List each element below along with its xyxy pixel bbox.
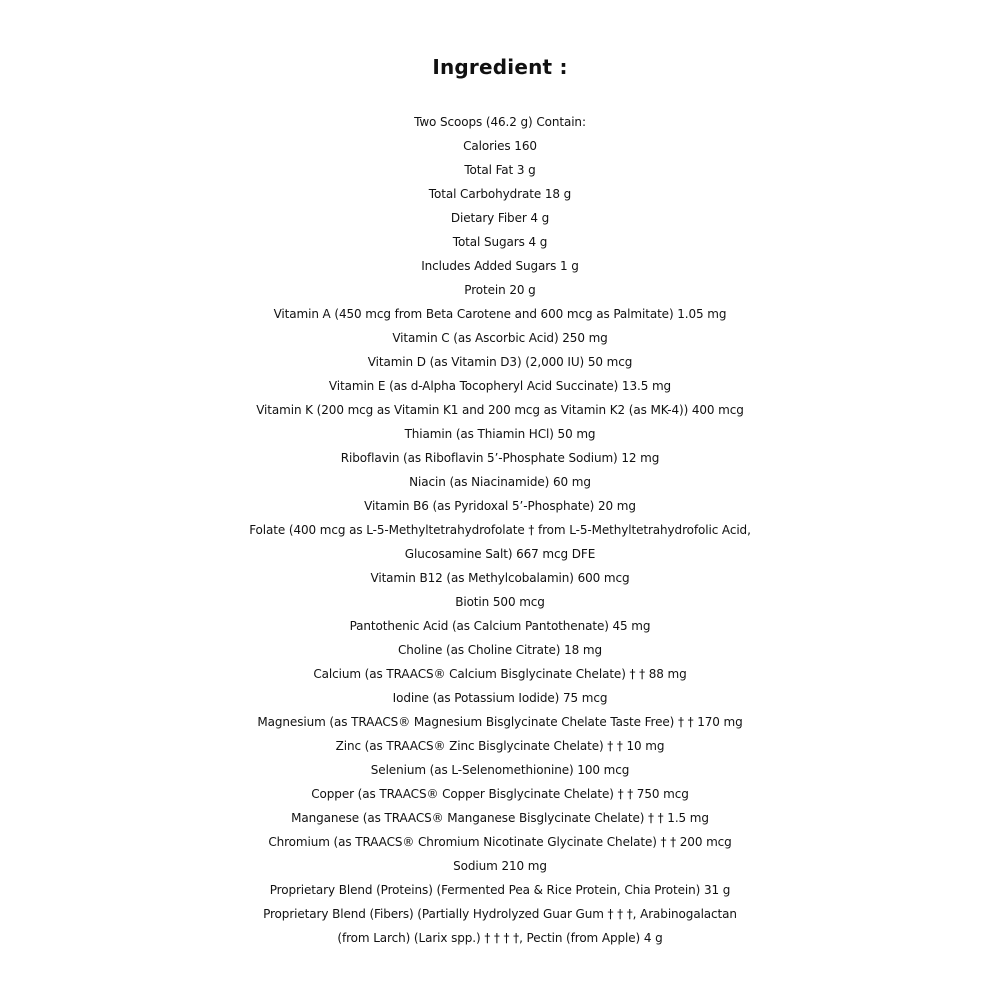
ingredient-line: Riboflavin (as Riboflavin 5’-Phosphate Sodium) 12 mg — [340, 451, 660, 465]
ingredient-line: Sodium 210 mg — [453, 859, 547, 873]
ingredient-line: Copper (as TRAACS® Copper Bisglycinate Chelate) † † 750 mcg — [311, 787, 689, 801]
ingredient-line: Proprietary Blend (Fibers) (Partially Hydrolyzed Guar Gum † † †, Arabinogalactan — [263, 907, 737, 921]
ingredient-line: Calories 160 — [463, 139, 537, 153]
ingredient-line: Biotin 500 mcg — [455, 595, 545, 609]
ingredient-line: (from Larch) (Larix spp.) † † † †, Pectin (from Apple) 4 g — [337, 931, 663, 945]
ingredient-line: Vitamin B12 (as Methylcobalamin) 600 mcg — [370, 571, 630, 585]
ingredient-line: Includes Added Sugars 1 g — [421, 259, 579, 273]
ingredient-line: Glucosamine Salt) 667 mcg DFE — [404, 547, 596, 561]
ingredient-line: Vitamin C (as Ascorbic Acid) 250 mg — [392, 331, 608, 345]
ingredient-line: Total Sugars 4 g — [452, 235, 548, 249]
ingredient-line: Vitamin K (200 mcg as Vitamin K1 and 200 mcg as Vitamin K2 (as MK-4)) 400 mcg — [256, 403, 744, 417]
ingredient-line: Folate (400 mcg as L-5-Methyltetrahydrofolate † from L-5-Methyltetrahydrofolic Acid, — [249, 523, 751, 537]
ingredient-list — [0, 110, 1000, 950]
ingredient-line: Manganese (as TRAACS® Manganese Bisglycinate Chelate) † † 1.5 mg — [291, 811, 709, 825]
ingredient-line: Dietary Fiber 4 g — [450, 211, 550, 225]
ingredient-line: Protein 20 g — [464, 283, 536, 297]
ingredient-line: Chromium (as TRAACS® Chromium Nicotinate Glycinate Chelate) † † 200 mcg — [268, 835, 732, 849]
ingredient-line: Calcium (as TRAACS® Calcium Bisglycinate Chelate) † † 88 mg — [313, 667, 687, 681]
ingredient-line: Two Scoops (46.2 g) Contain: — [414, 115, 586, 129]
ingredient-line: Selenium (as L-Selenomethionine) 100 mcg — [370, 763, 630, 777]
ingredient-line: Vitamin E (as d-Alpha Tocopheryl Acid Succinate) 13.5 mg — [328, 379, 672, 393]
ingredient-line: Iodine (as Potassium Iodide) 75 mcg — [392, 691, 608, 705]
ingredient-line: Proprietary Blend (Proteins) (Fermented Pea & Rice Protein, Chia Protein) 31 g — [269, 883, 731, 897]
ingredient-line: Vitamin A (450 mcg from Beta Carotene and 600 mcg as Palmitate) 1.05 mg — [273, 307, 727, 321]
ingredient-line: Total Carbohydrate 18 g — [428, 187, 572, 201]
ingredient-heading: Ingredient : — [432, 55, 568, 79]
ingredient-line: Vitamin B6 (as Pyridoxal 5’-Phosphate) 20 mg — [364, 499, 636, 513]
ingredient-line: Vitamin D (as Vitamin D3) (2,000 IU) 50 mcg — [367, 355, 633, 369]
ingredient-line: Choline (as Choline Citrate) 18 mg — [398, 643, 602, 657]
ingredient-document — [0, 52, 1000, 950]
ingredient-line: Pantothenic Acid (as Calcium Pantothenate) 45 mg — [349, 619, 651, 633]
ingredient-line: Zinc (as TRAACS® Zinc Bisglycinate Chelate) † † 10 mg — [335, 739, 665, 753]
ingredient-line: Thiamin (as Thiamin HCl) 50 mg — [404, 427, 596, 441]
ingredient-line: Niacin (as Niacinamide) 60 mg — [409, 475, 591, 489]
ingredient-line: Total Fat 3 g — [464, 163, 536, 177]
ingredient-line: Magnesium (as TRAACS® Magnesium Bisglycinate Chelate Taste Free) † † 170 mg — [257, 715, 743, 729]
